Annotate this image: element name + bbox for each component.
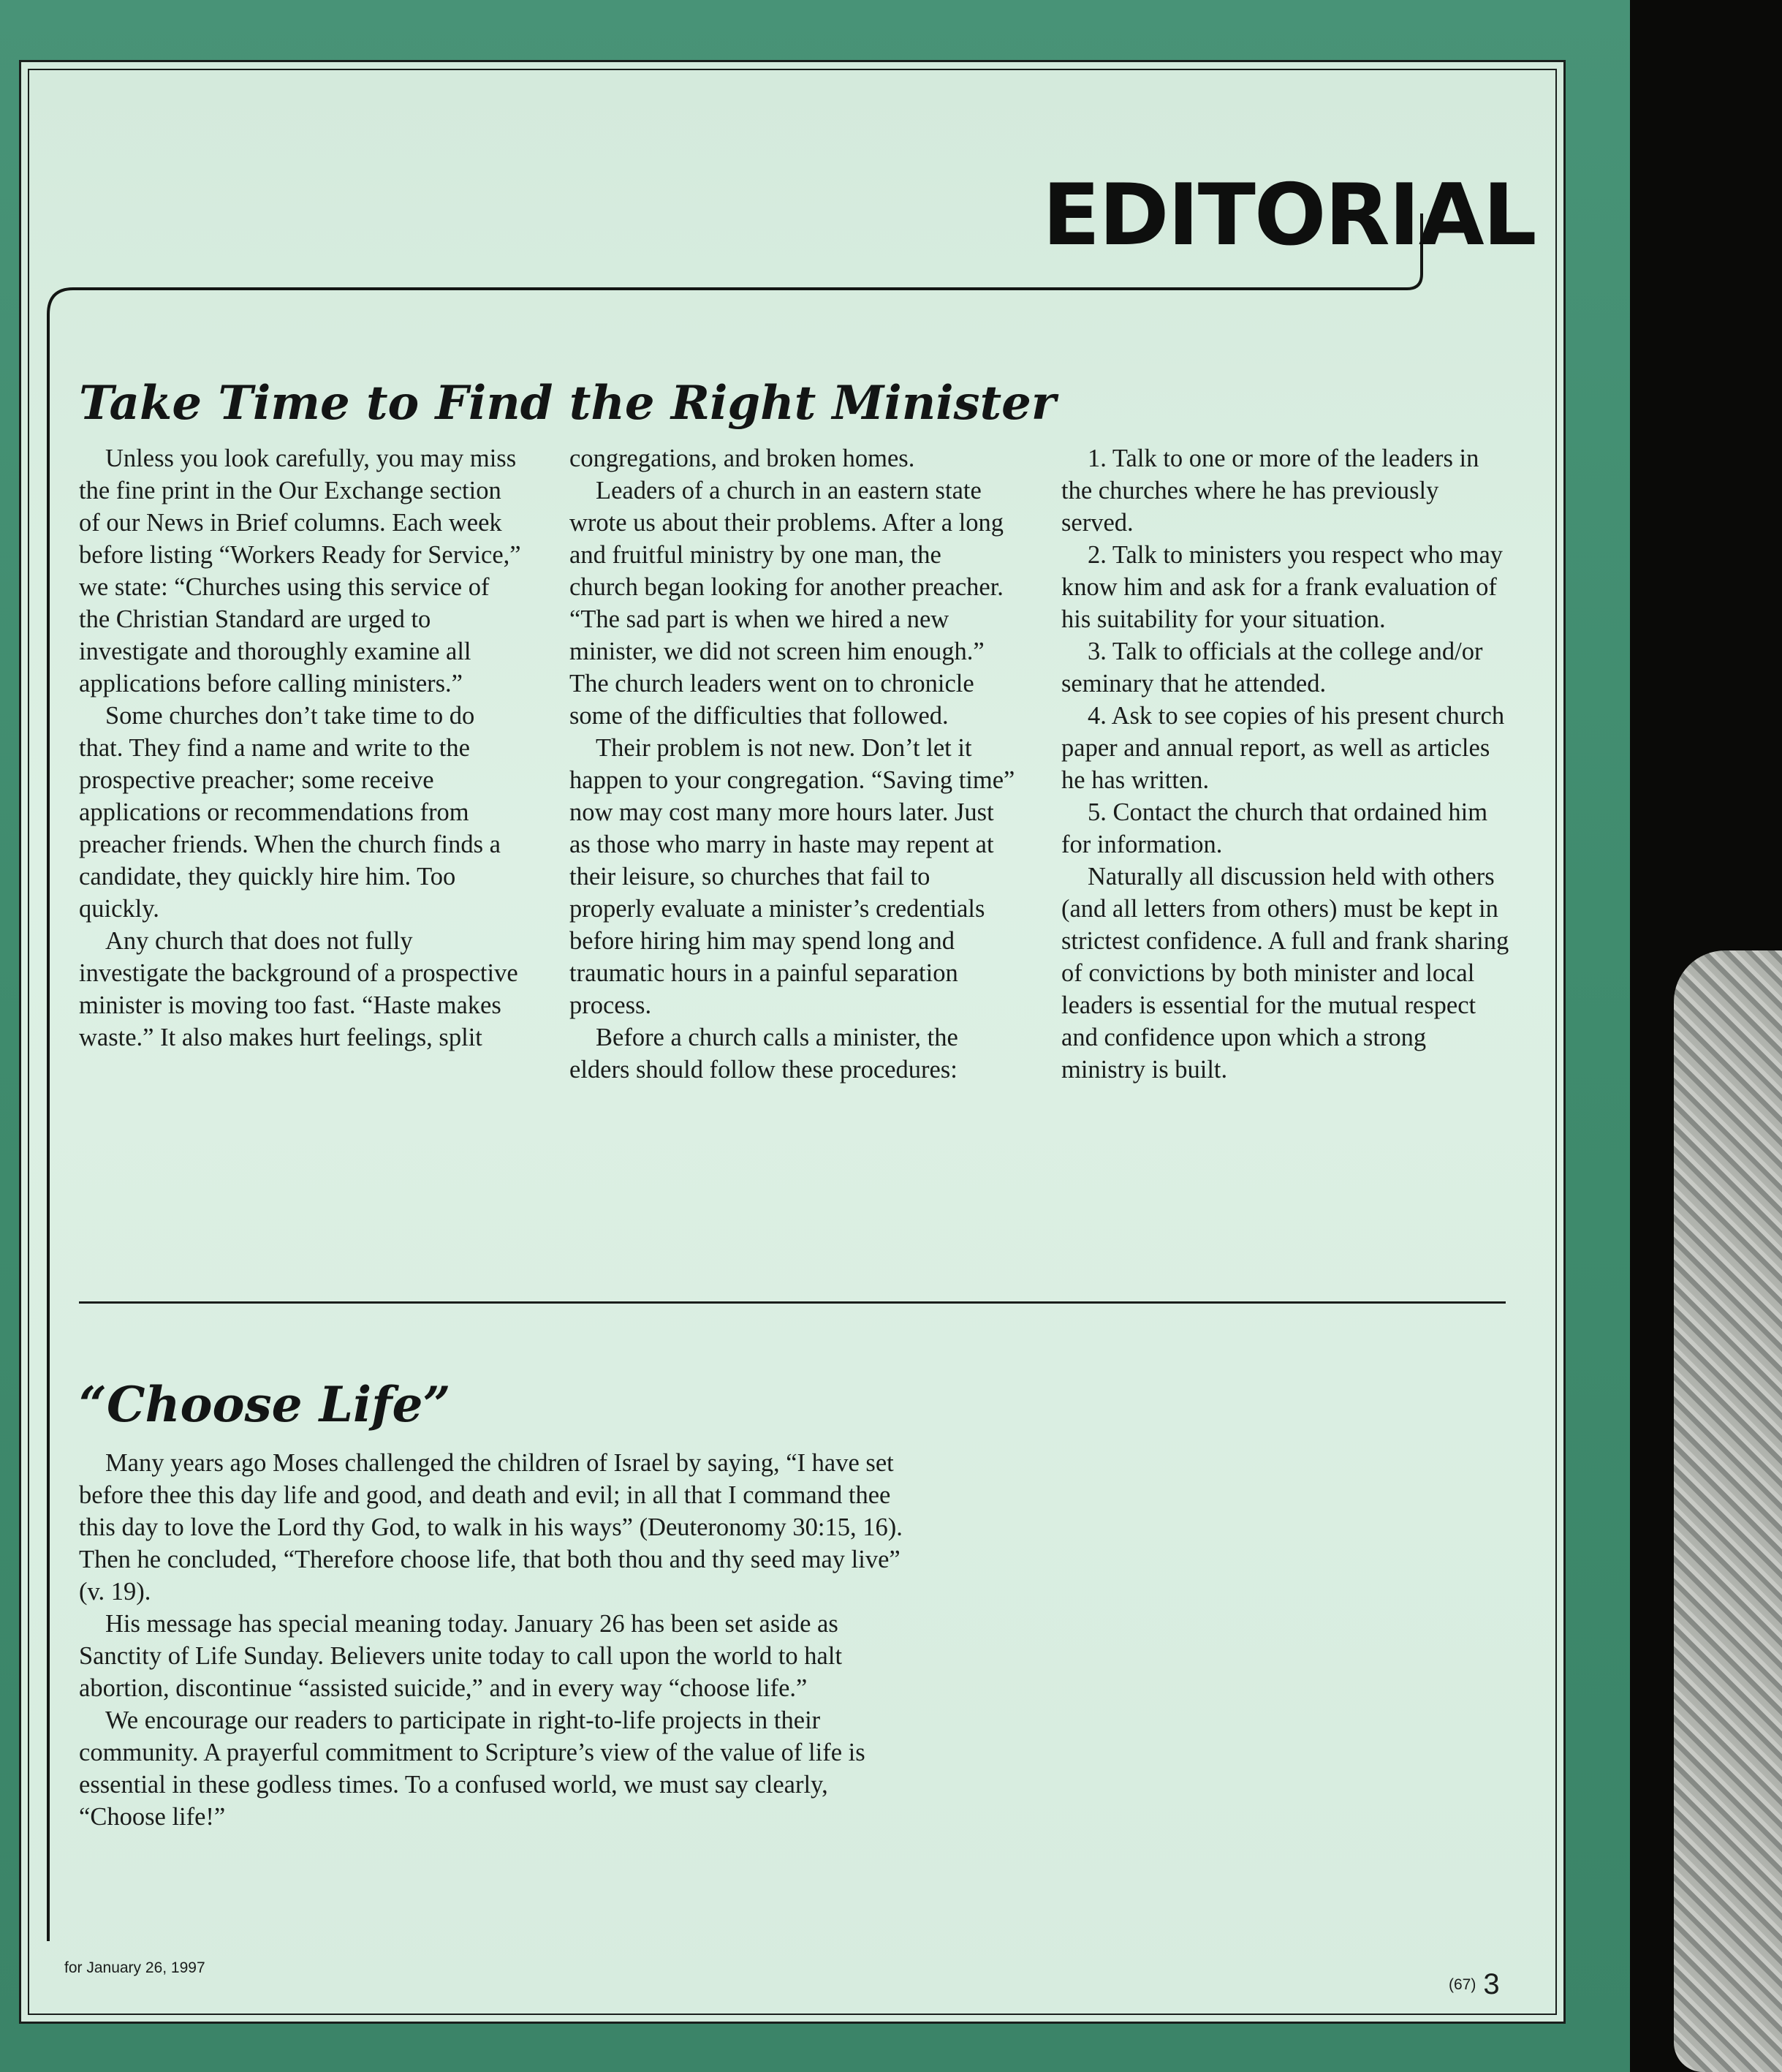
page-folio [1449, 1968, 1500, 2001]
cloth-texture [1674, 950, 1782, 2072]
paragraph: Some churches don’t take time to do that. They find a name and write to the prospective preacher; some receive applications or recommendations from preacher friends. When the church finds a candidate, they quickly hire him. Too quickly. [79, 702, 501, 923]
paragraph: Any church that does not fully investigate the background of a prospective minister is moving too fast. “Haste makes waste.” It also makes hurt feelings, split [79, 927, 518, 1051]
procedure-item: 2. Talk to ministers you respect who may know him and ask for a frank evaluation of his suitability for your situation. [1061, 541, 1504, 633]
paragraph: We encourage our readers to participate in right-to-life projects in their community. A prayerful commitment to Scripture’s view of the value of life is essential in these godless times. To a confused world, we must say clearly, “Choose life!” [79, 1706, 865, 1831]
paragraph: Naturally all discussion held with others (and all letters from others) must be kept in strictest confidence. A full and frank sharing of convictions by both minister and local leaders is essential for the mutual respect and confidence upon which a strong ministry is built. [1061, 863, 1509, 1084]
issue-date: for January 26, 1997 [64, 1959, 205, 1976]
article-body [79, 1447, 920, 1833]
procedure-item: 5. Contact the church that ordained him for information. [1061, 798, 1488, 858]
paragraph: Leaders of a church in an eastern state wrote us about their problems. After a long and fruitful ministry by one man, the church began looking for another preacher. “The sad part is when we hired a new minister, we did not screen him enough.” The church leaders went on to chronicle some of the difficulties that followed. [569, 477, 1004, 730]
procedure-item: 3. Talk to officials at the college and/or seminary that he attended. [1061, 638, 1483, 697]
paragraph: Before a church calls a minister, the elders should follow these procedures: [569, 1024, 958, 1084]
paragraph: congregations, and broken homes. [569, 445, 915, 472]
paragraph: Unless you look carefully, you may miss the fine print in the Our Exchange section of our News in Brief columns. Each week before listing “Workers Ready for Service,” we state: “Churches using this service of the Christian Standard are urged to investigate and thoroughly examine all applications before calling ministers.” [79, 445, 521, 697]
article-column-3 [1061, 442, 1514, 1086]
paragraph: Their problem is not new. Don’t let it happen to your congregation. “Saving time” now may cost many more hours later. Just as those who marry in haste may repent at their leisure, so churches that fail to properly evaluate a minister’s credentials before hiring him may spend long and traumatic hours in a painful separation process. [569, 734, 1015, 1019]
editorial-masthead: EDITORIAL [1042, 166, 1536, 265]
page-number: 3 [1483, 1968, 1500, 2000]
procedure-item: 4. Ask to see copies of his present church paper and annual report, as well as articles he has written. [1061, 702, 1505, 794]
article-title: “Choose Life” [79, 1376, 451, 1433]
procedure-item: 1. Talk to one or more of the leaders in the churches where he has previously served. [1061, 445, 1479, 537]
article-column-2 [569, 442, 1015, 1086]
issue-page-number: (67) [1449, 1976, 1476, 1993]
paragraph: His message has special meaning today. January 26 has been set aside as Sanctity of Life Sunday. Believers unite today to call upon the world to halt abortion, discontinue “assisted suicide,” and in every way “choose life.” [79, 1610, 843, 1702]
article-column-1 [79, 442, 525, 1054]
paragraph: Many years ago Moses challenged the children of Israel by saying, “I have set before thee this day life and good, and death and evil; in all that I command thee this day to love the Lord thy God, to walk in his ways” (Deuteronomy 30:15, 16). Then he concluded, “Therefore choose life, that both thou and thy seed may live” (v. 19). [79, 1449, 903, 1606]
article-title: Take Time to Find the Right Minister [79, 376, 1056, 431]
section-divider [79, 1301, 1506, 1304]
